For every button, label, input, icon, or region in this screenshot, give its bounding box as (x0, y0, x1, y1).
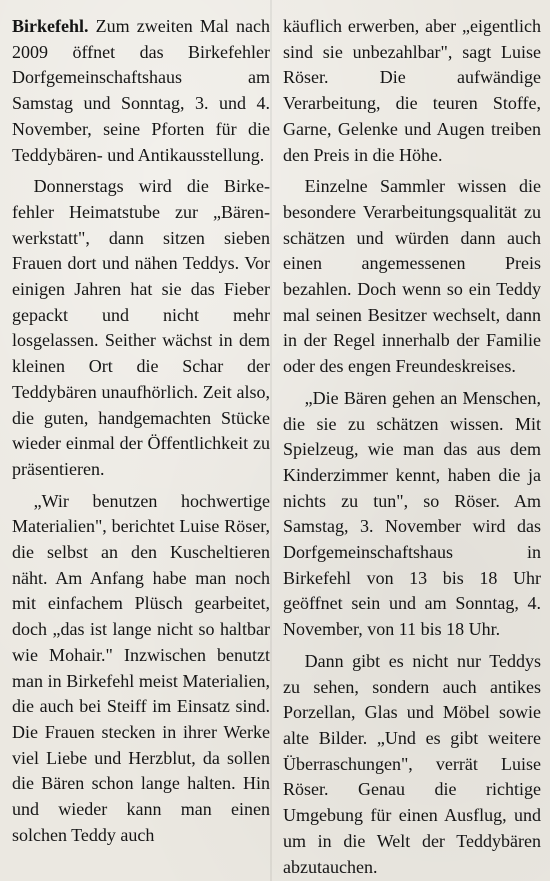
body-paragraph: Dann gibt es nicht nur Teddys zu sehen, sondern auch antikes Porzellan, Glas und Möbel sowie alte Bilder. „Und es gibt weitere Überraschungen", verrät Luise Röser. Genau die richtige Umgebung für einen Ausflug, und um in die Welt der Teddybären abzutauchen. (283, 650, 541, 877)
lead-paragraph (12, 14, 270, 168)
article-column-right (283, 14, 541, 880)
body-paragraph: „Die Bären gehen an Menschen, die sie zu schätzen wissen. Mit Spielzeug, wie man das aus dem Kinderzimmer kennt, haben die ja nichts zu tun", so Röser. Am Samstag, 3. November wird das Dorfgemeinschaftshaus in Birkefehl von 13 bis 18 Uhr geöffnet sein und am Sonntag, 4. November, von 11 bis 18 Uhr. (283, 387, 541, 640)
body-paragraph: Donnerstags wird die Birkefehler Heimatstube zur „Bärenwerkstatt", dann sitzen sieben Frauen dort und nähen Teddys. Vor einigen Jahren hat sie das Fieber gepackt und nicht mehr losgelassen. Seither wächst in dem kleinen Ort die Schar der Teddybären unaufhörlich. Zeit also, die guten, handgemachten Stücke wieder einmal der Öffentlichkeit zu präsentieren. (12, 176, 270, 479)
body-paragraph-continued: käuflich erwerben, aber „eigentlich sind sie unbezahlbar", sagt Luise Röser. Die aufwändige Verarbeitung, die teuren Stoffe, Garne, Gelenke und Augen treiben den Preis in die Höhe. (283, 16, 541, 165)
column-gutter (270, 0, 272, 881)
lead-text: Zum zweiten Mal nach 2009 öffnet das Birkefehler Dorfgemeinschaftshaus am Samstag und Sonntag, 3. und 4. November, seine Pforten für die Teddybären- und Antikausstellung. (12, 16, 270, 165)
dateline: Birkefehl. (12, 16, 89, 36)
body-paragraph: „Wir benutzen hochwertige Materialien", berichtet Luise Röser, die selbst an den Kuscheltieren näht. Am Anfang habe man noch mit einfachem Plüsch gearbeitet, doch „das ist lange nicht so haltbar wie Mohair." Inzwischen benutzt man in Birkefehl meist Materialien, die auch bei Steiff im Einsatz sind. Die Frauen stecken in ihrer Werke viel Liebe und Herzblut, da sollen die Bären schon lange halten. Hin und wieder kann man einen solchen Teddy auch (12, 490, 270, 845)
body-paragraph: Einzelne Sammler wissen die besondere Verarbeitungsqualität zu schätzen und würden dann auch einen angemessenen Preis bezahlen. Doch wenn so ein Teddy mal seinen Besitzer wechselt, dann in der Regel innerhalb der Familie oder des engen Freundeskreises. (283, 176, 541, 377)
article-column-left (12, 14, 270, 849)
